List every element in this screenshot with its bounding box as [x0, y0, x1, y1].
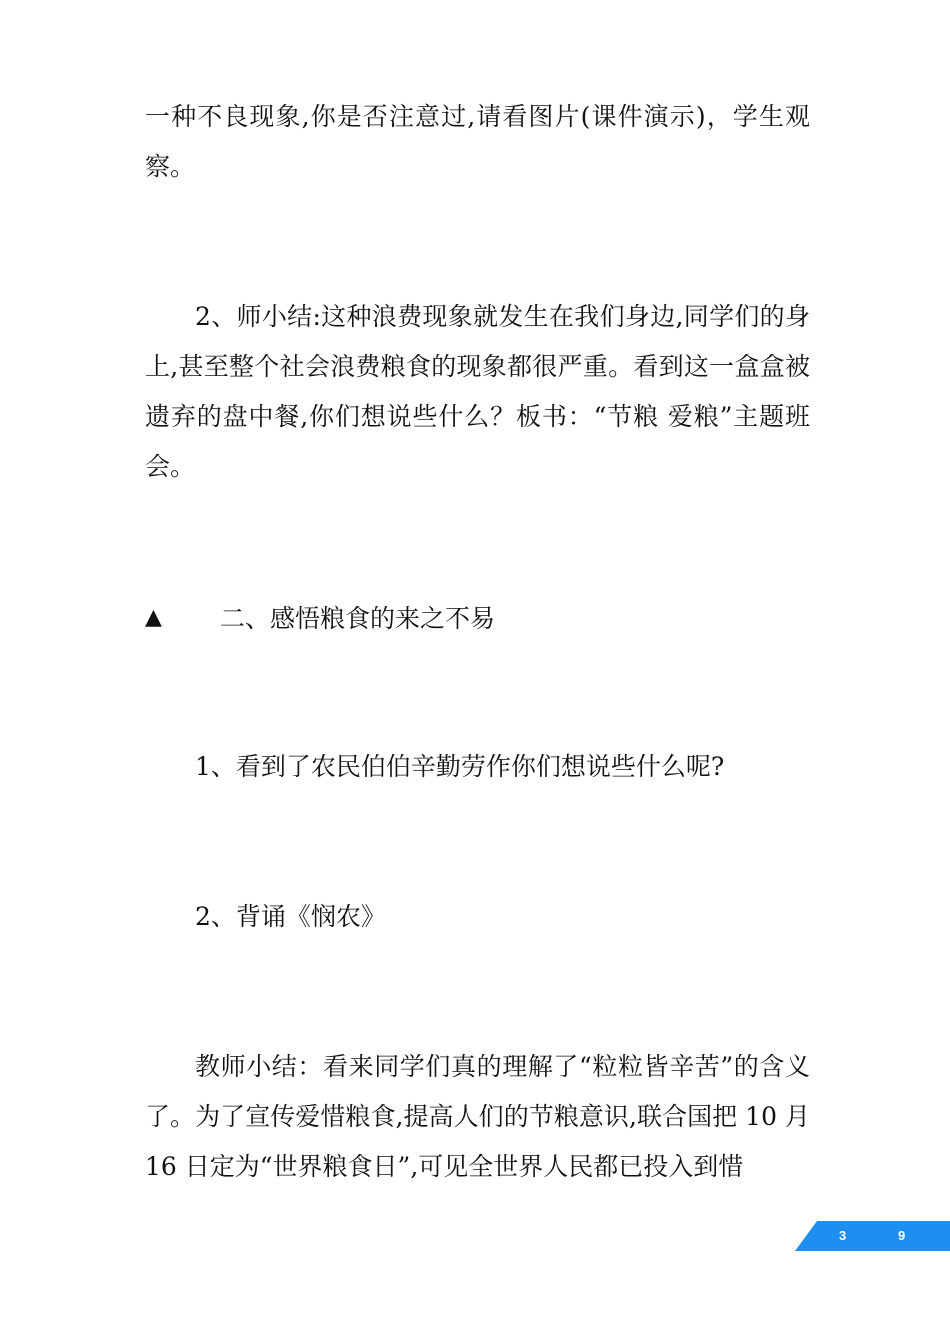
section-heading — [145, 592, 495, 642]
page-current-number: 3 — [839, 1228, 847, 1243]
paragraph-teacher-summary-1: 2、师小结:这种浪费现象就发生在我们身边,同学们的身上,甚至整个社会浪费粮食的现象都很严重。看到这一盒盒被遗弃的盘中餐,你们想说些什么？板书：“节粮 爱粮”主题班会。 — [145, 302, 810, 481]
paragraph-teacher-summary-2: 教师小结：看来同学们真的理解了“粒粒皆辛苦”的含义了。为了宣传爱惜粮食,提高人们的节粮意识,联合国把 10 月 16 日定为“世界粮食日”,可见全世界人民都已投入到惜 — [145, 1052, 810, 1181]
section-heading-text: 二、感悟粮食的来之不易 — [220, 604, 496, 633]
paragraph-intro-continued: 一种不良现象,你是否注意过,请看图片(课件演示)，学生观察。 — [145, 102, 810, 181]
page-total-number: 9 — [898, 1228, 906, 1243]
paragraph-question-1: 1、看到了农民伯伯辛勤劳作你们想说些什么呢? — [195, 752, 725, 781]
triangle-bullet-icon: ▲ — [145, 604, 162, 630]
page-number-badge — [795, 1221, 950, 1251]
paragraph-recite-poem: 2、背诵《悯农》 — [195, 902, 386, 931]
